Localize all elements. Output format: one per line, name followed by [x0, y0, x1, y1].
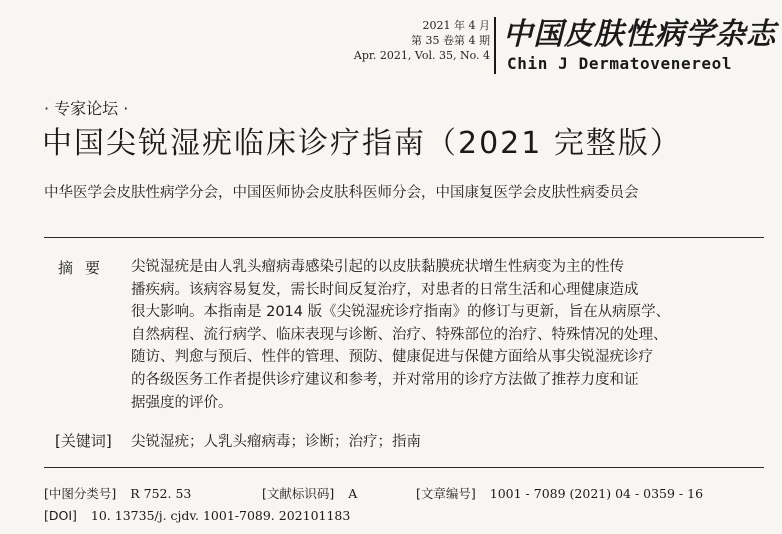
- abstract-line: 据强度的评价。: [131, 394, 233, 411]
- abstract-line: 播疾病。该病容易复发，需长时间反复治疗，对患者的日常生活和心理健康造成: [131, 281, 639, 298]
- issue-volume-cn: 第 35 卷第 4 期: [411, 34, 490, 47]
- column-label: · 专家论坛 ·: [44, 99, 129, 118]
- article-title: 中国尖锐湿疣临床诊疗指南（2021 完整版）: [42, 126, 682, 161]
- article-no-label: [文章编号]: [416, 486, 476, 501]
- doc-code-value: A: [348, 486, 358, 501]
- clc-number: [44, 484, 191, 502]
- abstract-line: 尖锐湿疣是由人乳头瘤病毒感染引起的以皮肤黏膜疣状增生性病变为主的性传: [131, 259, 624, 275]
- journal-name-cn: 中国皮肤性病学杂志: [503, 17, 777, 52]
- doc-code-label: [文献标识码]: [262, 486, 335, 501]
- bottom-divider: [44, 467, 764, 468]
- abstract-body: [131, 256, 743, 414]
- abstract-line: 的各级医务工作者提供诊疗建议和参考，并对常用的诊疗方法做了推荐力度和证: [131, 371, 639, 388]
- issue-info-en: Apr. 2021, Vol. 35, No. 4: [353, 49, 490, 62]
- article-number: [416, 484, 703, 502]
- abstract-line: 自然病程、流行病学、临床表现与诊断、治疗、特殊部位的治疗、特殊情况的处理、: [131, 326, 668, 343]
- doi-label: [DOI]: [44, 508, 77, 523]
- doi-value: 10. 13735/j. cjdv. 1001-7089. 202101183: [90, 508, 351, 523]
- keywords-text: 尖锐湿疣；人乳头瘤病毒；诊断；治疗；指南: [131, 434, 421, 450]
- keywords-label: [关键词]: [55, 432, 112, 450]
- top-divider: [44, 237, 764, 238]
- doi: [44, 508, 350, 523]
- author-list: 中华医学会皮肤性病学分会，中国医师协会皮肤科医师分会，中国康复医学会皮肤性病委员会: [44, 185, 639, 201]
- issue-date-cn: 2021 年 4 月: [422, 19, 490, 32]
- issue-info: [354, 18, 490, 63]
- article-no-value: 1001 - 7089 (2021) 04 - 0359 - 16: [489, 486, 704, 501]
- clc-value: R 752. 53: [130, 486, 192, 501]
- abstract-line: 随访、判愈与预后、性伴的管理、预防、健康促进与保健方面给从事尖锐湿疣诊疗: [131, 349, 653, 366]
- journal-name-en: Chin J Dermatovenereol: [507, 54, 733, 73]
- clc-label: [中图分类号]: [44, 486, 117, 501]
- abstract-label: 摘要: [58, 259, 113, 277]
- abstract-line: 很大影响。本指南是 2014 版《尖锐湿疣诊疗指南》的修订与更新，旨在从病原学、: [131, 304, 671, 321]
- masthead-divider: [494, 17, 496, 74]
- document-code: [262, 484, 357, 502]
